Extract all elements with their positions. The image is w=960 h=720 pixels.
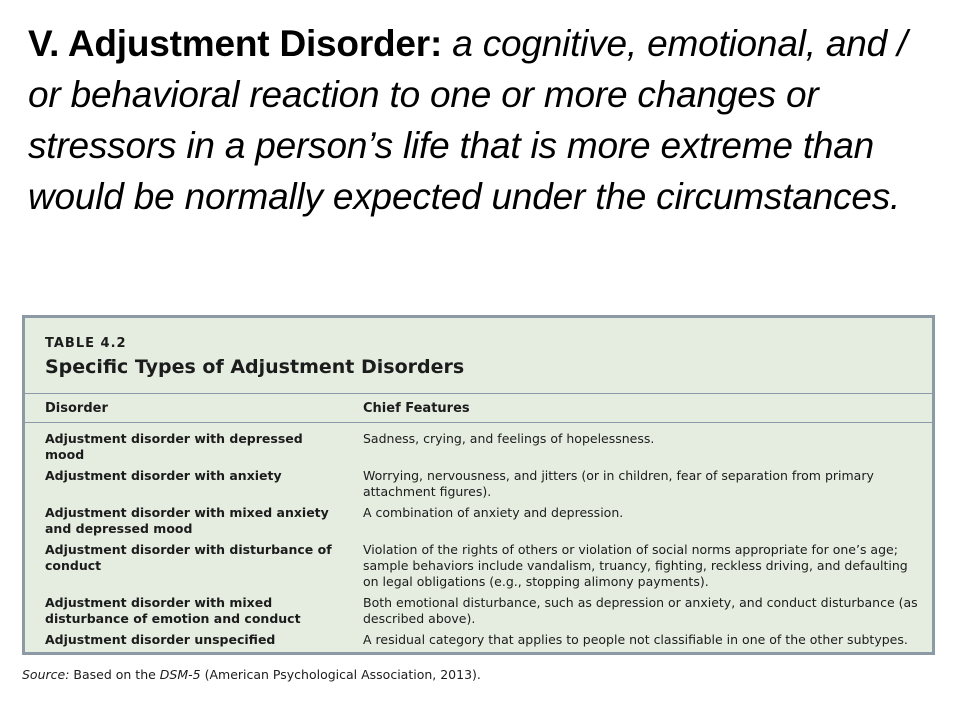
features-cell: A residual category that applies to people not classifiable in one of the other subtypes. bbox=[363, 632, 908, 647]
disorder-cell: Adjustment disorder unspecified bbox=[45, 632, 276, 647]
disorder-cell: Adjustment disorder with mixed anxiety and depressed mood bbox=[45, 505, 329, 536]
disorder-cell: Adjustment disorder with mixed disturbance of emotion and conduct bbox=[45, 595, 301, 626]
source-label: Source: bbox=[22, 667, 70, 682]
table-label: TABLE 4.2 bbox=[45, 336, 127, 351]
table-body bbox=[25, 431, 932, 653]
header-divider-top bbox=[25, 393, 932, 394]
disorder-cell: Adjustment disorder with depressed mood bbox=[45, 431, 303, 462]
features-cell: Violation of the rights of others or violation of social norms appropriate for one’s age; sample behaviors include vandalism, truancy, fighting, reckless driving, and defaulting on legal obligations (e.g., stopping alimony payments). bbox=[363, 542, 908, 589]
table-title: Specific Types of Adjustment Disorders bbox=[45, 356, 465, 378]
table-panel bbox=[22, 315, 935, 655]
table-row bbox=[25, 431, 932, 463]
table-row bbox=[25, 505, 932, 537]
header-divider-bottom bbox=[25, 422, 932, 423]
heading-term: V. Adjustment Disorder: bbox=[28, 23, 443, 64]
table-row bbox=[25, 632, 932, 648]
table-row bbox=[25, 468, 932, 500]
features-cell: Sadness, crying, and feelings of hopelessness. bbox=[363, 431, 655, 446]
column-header-disorder: Disorder bbox=[45, 401, 108, 416]
disorder-cell: Adjustment disorder with disturbance of conduct bbox=[45, 542, 332, 573]
slide-heading bbox=[28, 18, 948, 222]
features-cell: A combination of anxiety and depression. bbox=[363, 505, 624, 520]
source-citation bbox=[22, 667, 481, 682]
features-cell: Both emotional disturbance, such as depression or anxiety, and conduct disturbance (as described above). bbox=[363, 595, 918, 626]
source-work: DSM-5 bbox=[159, 667, 201, 682]
features-cell: Worrying, nervousness, and jitters (or in children, fear of separation from primary attachment figures). bbox=[363, 468, 874, 499]
source-pre: Based on the bbox=[73, 667, 156, 682]
table-row bbox=[25, 542, 932, 590]
column-header-features: Chief Features bbox=[363, 401, 470, 416]
heading-definition: a cognitive, emotional, and / or behavioral reaction to one or more changes or stressors in a person’s life that is more extreme than would be normally expected under the circumstances. bbox=[28, 23, 908, 217]
disorder-cell: Adjustment disorder with anxiety bbox=[45, 468, 282, 483]
source-post: (American Psychological Association, 2013). bbox=[204, 667, 481, 682]
table-row bbox=[25, 595, 932, 627]
